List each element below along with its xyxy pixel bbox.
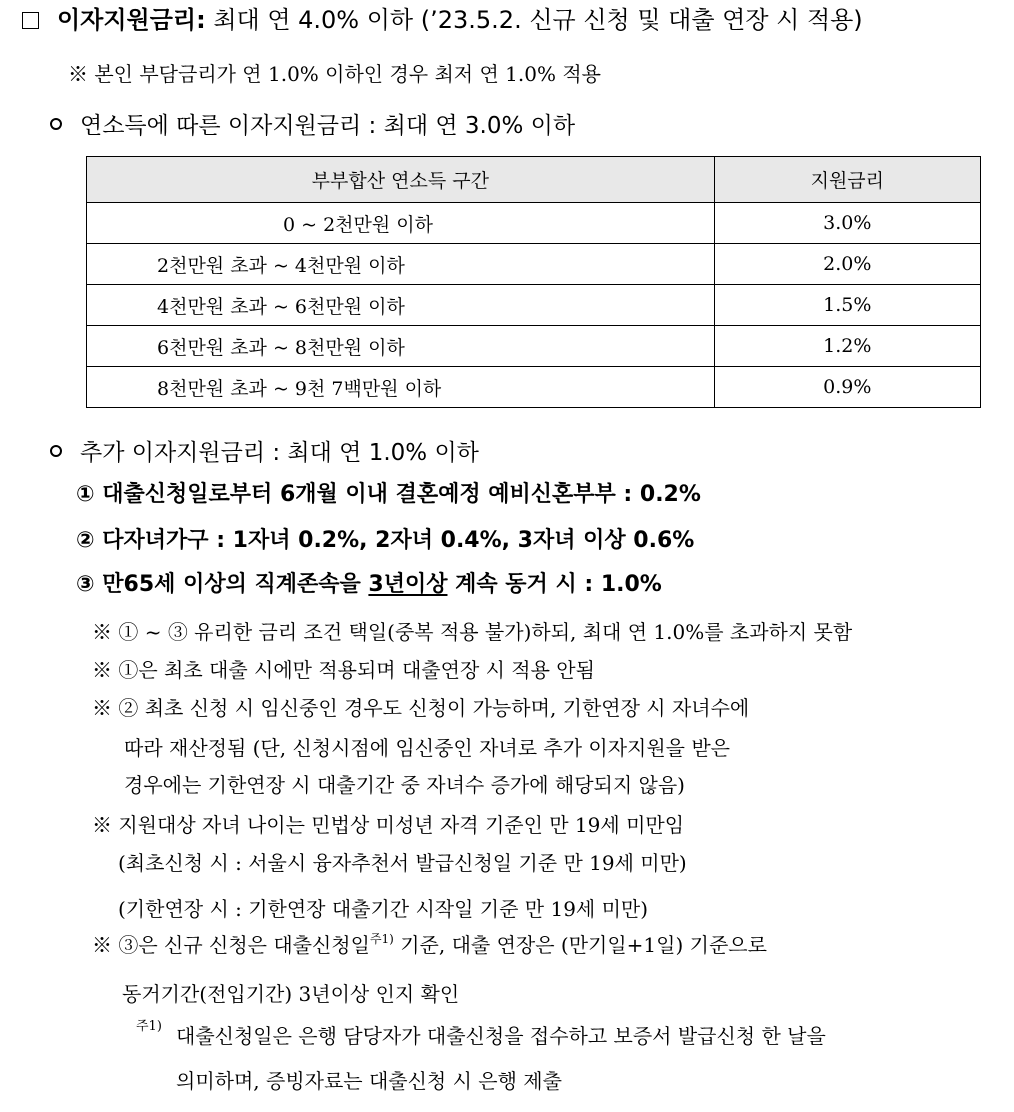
table-row (87, 326, 981, 367)
additional-item-1: ① 대출신청일로부터 6개월 이내 결혼예정 예비신혼부부 : 0.2% (76, 482, 701, 507)
income-range-cell: 8천만원 초과 ~ 9천 7백만원 이하 (87, 367, 715, 408)
rate-cell: 1.2% (714, 326, 980, 367)
heading-title: 이자지원금리: (57, 6, 206, 34)
table-header-row (87, 157, 981, 203)
income-range-cell: 0 ~ 2천만원 이하 (87, 203, 715, 244)
circle-bullet-icon (50, 445, 62, 457)
note-line: ※ ①은 최초 대출 시에만 적용되며 대출연장 시 적용 안됨 (92, 658, 595, 682)
footnote-line: 의미하며, 증빙자료는 대출신청 시 은행 제출 (176, 1069, 562, 1093)
note-line (92, 932, 767, 957)
table-row (87, 203, 981, 244)
table-row (87, 367, 981, 408)
item3-suffix: 계속 동거 시 : 1.0% (447, 572, 662, 597)
rate-cell: 3.0% (714, 203, 980, 244)
footnote-marker: 주1) (136, 1019, 162, 1034)
income-range-cell: 6천만원 초과 ~ 8천만원 이하 (87, 326, 715, 367)
rate-cell: 0.9% (714, 367, 980, 408)
note5-post: 기준, 대출 연장은 (만기일+1일) 기준으로 (393, 933, 767, 957)
table-header-rate: 지원금리 (714, 157, 980, 203)
note-line: ※ 지원대상 자녀 나이는 민법상 미성년 자격 기준인 만 19세 미만임 (92, 813, 685, 837)
footnote-ref: 주1) (369, 932, 394, 946)
note-line: ※ ② 최초 신청 시 임신중인 경우도 신청이 가능하며, 기한연장 시 자녀수에 (92, 696, 750, 720)
additional-section-title-text: 추가 이자지원금리 : 최대 연 1.0% 이하 (80, 440, 479, 466)
table-header-income: 부부합산 연소득 구간 (87, 157, 715, 203)
additional-item-3 (76, 574, 662, 596)
checkbox-square-icon (22, 12, 39, 29)
rate-cell: 2.0% (714, 244, 980, 285)
note-line: (최초신청 시 : 서울시 융자추천서 발급신청일 기준 만 19세 미만) (118, 851, 687, 875)
note-line: 동거기간(전입기간) 3년이상 인지 확인 (122, 982, 460, 1006)
income-range-cell: 2천만원 초과 ~ 4천만원 이하 (87, 244, 715, 285)
circle-bullet-icon (50, 118, 62, 130)
additional-item-2: ② 다자녀가구 : 1자녀 0.2%, 2자녀 0.4%, 3자녀 이상 0.6% (76, 528, 695, 553)
item3-underlined: 3년이상 (368, 572, 448, 597)
rate-cell: 1.5% (714, 285, 980, 326)
table-row (87, 285, 981, 326)
income-section-title-text: 연소득에 따른 이자지원금리 : 최대 연 3.0% 이하 (80, 113, 576, 139)
note-line: 경우에는 기한연장 시 대출기간 중 자녀수 증가에 해당되지 않음) (124, 773, 685, 797)
note-line: 따라 재산정됨 (단, 신청시점에 임신중인 자녀로 추가 이자지원을 받은 (124, 736, 730, 760)
note-line: ※ ① ~ ③ 유리한 금리 조건 택일(중복 적용 불가)하되, 최대 연 1.0%를 초과하지 못함 (92, 620, 853, 644)
heading-rest: 최대 연 4.0% 이하 (’23.5.2. 신규 신청 및 대출 연장 시 적용) (205, 6, 863, 34)
table-row (87, 244, 981, 285)
note-min-rate: ※ 본인 부담금리가 연 1.0% 이하인 경우 최저 연 1.0% 적용 (68, 62, 601, 86)
income-rate-table (86, 156, 981, 408)
footnote-line: 대출신청일은 은행 담당자가 대출신청을 접수하고 보증서 발급신청 한 날을 (176, 1024, 826, 1048)
income-range-cell: 4천만원 초과 ~ 6천만원 이하 (87, 285, 715, 326)
income-section-title (50, 115, 575, 138)
note5-pre: ※ ③은 신규 신청은 대출신청일 (92, 933, 370, 957)
item3-prefix: ③ 만65세 이상의 직계존속을 (76, 572, 369, 597)
additional-section-title (50, 442, 479, 465)
note-line: (기한연장 시 : 기한연장 대출기간 시작일 기준 만 19세 미만) (118, 897, 649, 921)
page-heading (22, 8, 863, 32)
